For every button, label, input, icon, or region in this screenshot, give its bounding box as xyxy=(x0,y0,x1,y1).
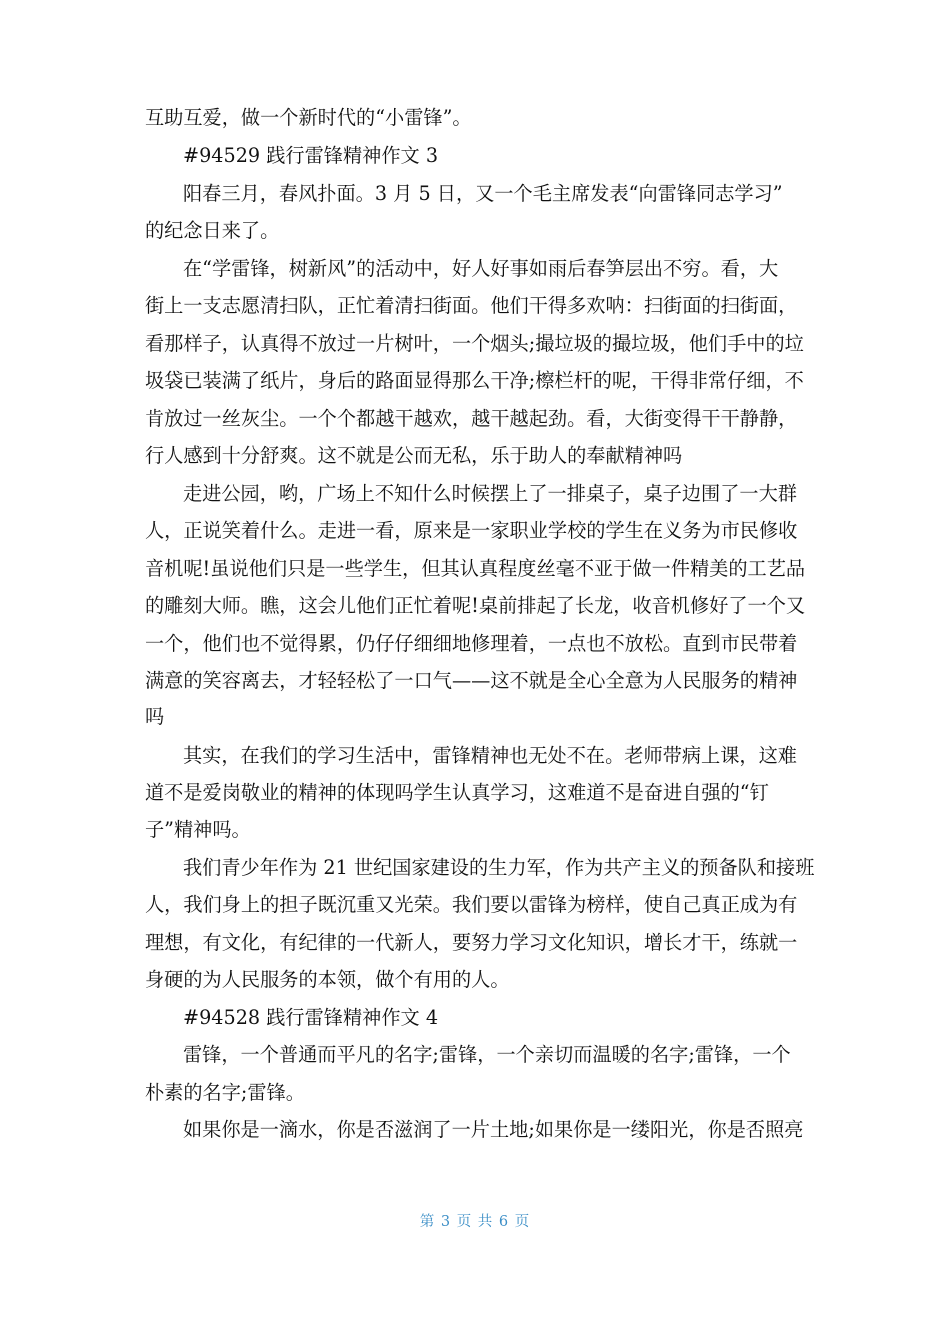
paragraph-line: 一个，他们也不觉得累，仍仔仔细细地修理着，一点也不放松。直到市民带着 xyxy=(145,632,798,655)
paragraph-line: 人，我们身上的担子既沉重又光荣。我们要以雷锋为榜样，使自己真正成为有 xyxy=(145,893,798,916)
paragraph-line: 音机呢!虽说他们只是一些学生，但其认真程度丝毫不亚于做一件精美的工艺品 xyxy=(145,557,806,580)
page-number-footer: 第 3 页 共 6 页 xyxy=(419,1214,531,1230)
paragraph-line: 圾袋已装满了纸片，身后的路面显得那么干净;檫栏杆的呢，干得非常仔细，不 xyxy=(145,369,804,392)
paragraph-line: 行人感到十分舒爽。这不就是公而无私，乐于助人的奉献精神吗 xyxy=(145,444,683,467)
paragraph-line: 朴素的名字;雷锋。 xyxy=(145,1081,305,1104)
paragraph-line: 街上一支志愿清扫队，正忙着清扫街面。他们干得多欢呐：扫街面的扫街面， xyxy=(145,294,798,317)
paragraph-line: 走进公园，哟，广场上不知什么时候摆上了一排桌子，桌子边围了一大群 xyxy=(183,482,797,505)
paragraph-line: 其实，在我们的学习生活中，雷锋精神也无处不在。老师带病上课，这难 xyxy=(183,744,797,767)
paragraph-line: 满意的笑容离去，才轻轻松了一口气——这不就是全心全意为人民服务的精神 xyxy=(145,669,798,692)
paragraph-line: 的纪念日来了。 xyxy=(145,219,280,242)
paragraph-line: 的雕刻大师。瞧，这会儿他们正忙着呢!桌前排起了长龙，收音机修好了一个又 xyxy=(145,594,806,617)
paragraph-line: 吗 xyxy=(145,705,165,728)
paragraph-line: 看那样子，认真得不放过一片树叶，一个烟头;撮垃圾的撮垃圾，他们手中的垃 xyxy=(145,332,804,355)
paragraph-line: 如果你是一滴水，你是否滋润了一片土地;如果你是一缕阳光，你是否照亮 xyxy=(183,1118,804,1141)
paragraph-line: 肯放过一丝灰尘。一个个都越干越欢，越干越起劲。看，大街变得干干静静， xyxy=(145,407,798,430)
paragraph-line: 理想，有文化，有纪律的一代新人，要努力学习文化知识，增长才干，练就一 xyxy=(145,931,798,954)
section-heading: #94528 践行雷锋精神作文 4 xyxy=(183,1006,439,1029)
section-heading: #94529 践行雷锋精神作文 3 xyxy=(183,144,439,167)
paragraph-line: 道不是爱岗敬业的精神的体现吗学生认真学习，这难道不是奋进自强的“钉 xyxy=(145,781,769,804)
paragraph-line: 人，正说笑着什么。走进一看，原来是一家职业学校的学生在义务为市民修收 xyxy=(145,519,798,542)
paragraph-line: 在“学雷锋，树新风”的活动中，好人好事如雨后春笋层出不穷。看，大 xyxy=(183,257,779,280)
paragraph-line: 雷锋，一个普通而平凡的名字;雷锋，一个亲切而温暖的名字;雷锋，一个 xyxy=(183,1043,791,1066)
paragraph-line: 子”精神吗。 xyxy=(145,818,251,841)
paragraph-line: 互助互爱，做一个新时代的“小雷锋”。 xyxy=(145,106,472,129)
paragraph-line: 我们青少年作为 21 世纪国家建设的生力军，作为共产主义的预备队和接班 xyxy=(183,856,815,879)
paragraph-line: 身硬的为人民服务的本领，做个有用的人。 xyxy=(145,968,510,991)
paragraph-line: 阳春三月，春风扑面。3 月 5 日，又一个毛主席发表“向雷锋同志学习” xyxy=(183,182,783,205)
